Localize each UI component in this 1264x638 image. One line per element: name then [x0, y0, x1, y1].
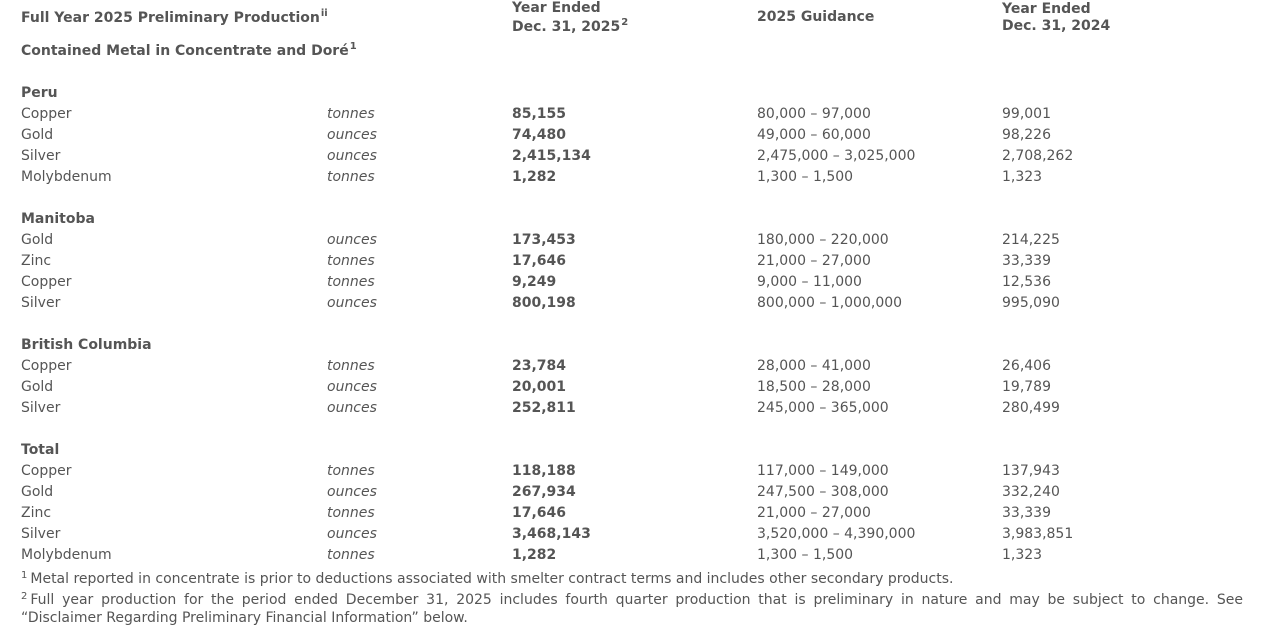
- guidance-range: 117,000 – 149,000: [757, 463, 889, 479]
- table-title-text: Full Year 2025 Preliminary Production: [21, 10, 320, 26]
- ye2025-value: 17,646: [512, 253, 567, 269]
- ye2025-value: 85,155: [512, 106, 567, 122]
- ye2024-value: 214,225: [1002, 232, 1060, 248]
- unit-cell: ounces: [327, 379, 377, 395]
- col-header-ye2024-line2: Dec. 31, 2024: [1002, 18, 1111, 34]
- ye2025-value: 800,198: [512, 295, 576, 311]
- guidance-range: 245,000 – 365,000: [757, 400, 889, 416]
- guidance-range: 21,000 – 27,000: [757, 505, 871, 521]
- ye2024-value: 137,943: [1002, 463, 1060, 479]
- unit-cell: tonnes: [327, 106, 375, 122]
- unit-cell: ounces: [327, 148, 377, 164]
- ye2024-value: 1,323: [1002, 547, 1043, 563]
- guidance-range: 18,500 – 28,000: [757, 379, 871, 395]
- unit-cell: tonnes: [327, 547, 375, 563]
- ye2024-value: 280,499: [1002, 400, 1060, 416]
- table-title: [21, 10, 328, 26]
- ye2025-value: 1,282: [512, 547, 557, 563]
- guidance-range: 80,000 – 97,000: [757, 106, 871, 122]
- metal-name: Molybdenum: [21, 547, 112, 563]
- guidance-range: 1,300 – 1,500: [757, 169, 854, 185]
- unit-cell: tonnes: [327, 169, 375, 185]
- group-title: British Columbia: [21, 337, 152, 353]
- guidance-range: 28,000 – 41,000: [757, 358, 871, 374]
- ye2024-value: 1,323: [1002, 169, 1043, 185]
- metal-name: Gold: [21, 379, 54, 395]
- metal-name: Silver: [21, 400, 61, 416]
- metal-name: Copper: [21, 358, 72, 374]
- ye2024-value: 98,226: [1002, 127, 1051, 143]
- unit-cell: ounces: [327, 526, 377, 542]
- ye2024-value: 2,708,262: [1002, 148, 1074, 164]
- ye2024-value: 332,240: [1002, 484, 1060, 500]
- ye2025-value: 17,646: [512, 505, 567, 521]
- unit-cell: tonnes: [327, 274, 375, 290]
- unit-cell: ounces: [327, 484, 377, 500]
- col-header-guidance: 2025 Guidance: [757, 9, 875, 25]
- group-title: Manitoba: [21, 211, 95, 227]
- guidance-range: 3,520,000 – 4,390,000: [757, 526, 916, 542]
- col-header-ye2025-footnote-ref: 2: [621, 17, 629, 28]
- ye2025-value: 23,784: [512, 358, 567, 374]
- metal-name: Copper: [21, 463, 72, 479]
- col-header-ye2024-line1: Year Ended: [1002, 1, 1091, 17]
- unit-cell: tonnes: [327, 463, 375, 479]
- guidance-range: 800,000 – 1,000,000: [757, 295, 903, 311]
- guidance-range: 49,000 – 60,000: [757, 127, 871, 143]
- unit-cell: ounces: [327, 127, 377, 143]
- metal-name: Gold: [21, 232, 54, 248]
- unit-cell: ounces: [327, 400, 377, 416]
- title-footnote-ref: ii: [320, 8, 328, 19]
- ye2024-value: 33,339: [1002, 253, 1051, 269]
- footnote-1-text: Metal reported in concentrate is prior to deductions associated with smelter contract terms and includes other secondary products.: [30, 571, 954, 587]
- ye2024-value: 26,406: [1002, 358, 1051, 374]
- ye2025-value: 20,001: [512, 379, 567, 395]
- ye2025-value: 9,249: [512, 274, 557, 290]
- col-header-ye2025-line2: [512, 19, 628, 35]
- guidance-range: 2,475,000 – 3,025,000: [757, 148, 916, 164]
- metal-name: Silver: [21, 295, 61, 311]
- ye2025-value: 3,468,143: [512, 526, 591, 542]
- unit-cell: tonnes: [327, 505, 375, 521]
- group-title: Total: [21, 442, 60, 458]
- guidance-range: 21,000 – 27,000: [757, 253, 871, 269]
- ye2025-value: 267,934: [512, 484, 576, 500]
- metal-name: Zinc: [21, 253, 52, 269]
- table-subtitle-text: Contained Metal in Concentrate and Doré: [21, 43, 349, 59]
- metal-name: Copper: [21, 274, 72, 290]
- footnote-1: [21, 571, 953, 587]
- subtitle-footnote-ref: 1: [349, 41, 357, 52]
- unit-cell: ounces: [327, 232, 377, 248]
- ye2025-value: 1,282: [512, 169, 557, 185]
- col-header-ye2025-date: Dec. 31, 2025: [512, 19, 621, 35]
- guidance-range: 180,000 – 220,000: [757, 232, 889, 248]
- footnote-1-number: 1: [21, 570, 28, 581]
- metal-name: Molybdenum: [21, 169, 112, 185]
- metal-name: Silver: [21, 148, 61, 164]
- unit-cell: ounces: [327, 295, 377, 311]
- metal-name: Zinc: [21, 505, 52, 521]
- guidance-range: 1,300 – 1,500: [757, 547, 854, 563]
- ye2024-value: 19,789: [1002, 379, 1051, 395]
- ye2024-value: 99,001: [1002, 106, 1051, 122]
- col-header-ye2025-line1: Year Ended: [512, 0, 601, 16]
- ye2025-value: 252,811: [512, 400, 576, 416]
- metal-name: Silver: [21, 526, 61, 542]
- unit-cell: tonnes: [327, 358, 375, 374]
- table-subtitle: [21, 43, 357, 59]
- metal-name: Gold: [21, 484, 54, 500]
- group-title: Peru: [21, 85, 58, 101]
- ye2024-value: 3,983,851: [1002, 526, 1074, 542]
- footnote-2-number: 2: [21, 591, 28, 602]
- ye2025-value: 74,480: [512, 127, 567, 143]
- ye2025-value: 173,453: [512, 232, 576, 248]
- metal-name: Copper: [21, 106, 72, 122]
- ye2025-value: 118,188: [512, 463, 576, 479]
- unit-cell: tonnes: [327, 253, 375, 269]
- metal-name: Gold: [21, 127, 54, 143]
- ye2024-value: 12,536: [1002, 274, 1051, 290]
- footnote-2-text: Full year production for the period ended December 31, 2025 includes fourth quarter production that is preliminary in nature and may be subject to change. See “Disclaimer Regarding Preliminary Financial Information” below.: [21, 592, 1243, 626]
- ye2025-value: 2,415,134: [512, 148, 591, 164]
- guidance-range: 247,500 – 308,000: [757, 484, 889, 500]
- guidance-range: 9,000 – 11,000: [757, 274, 862, 290]
- ye2024-value: 995,090: [1002, 295, 1060, 311]
- footnote-2: [21, 592, 1243, 627]
- ye2024-value: 33,339: [1002, 505, 1051, 521]
